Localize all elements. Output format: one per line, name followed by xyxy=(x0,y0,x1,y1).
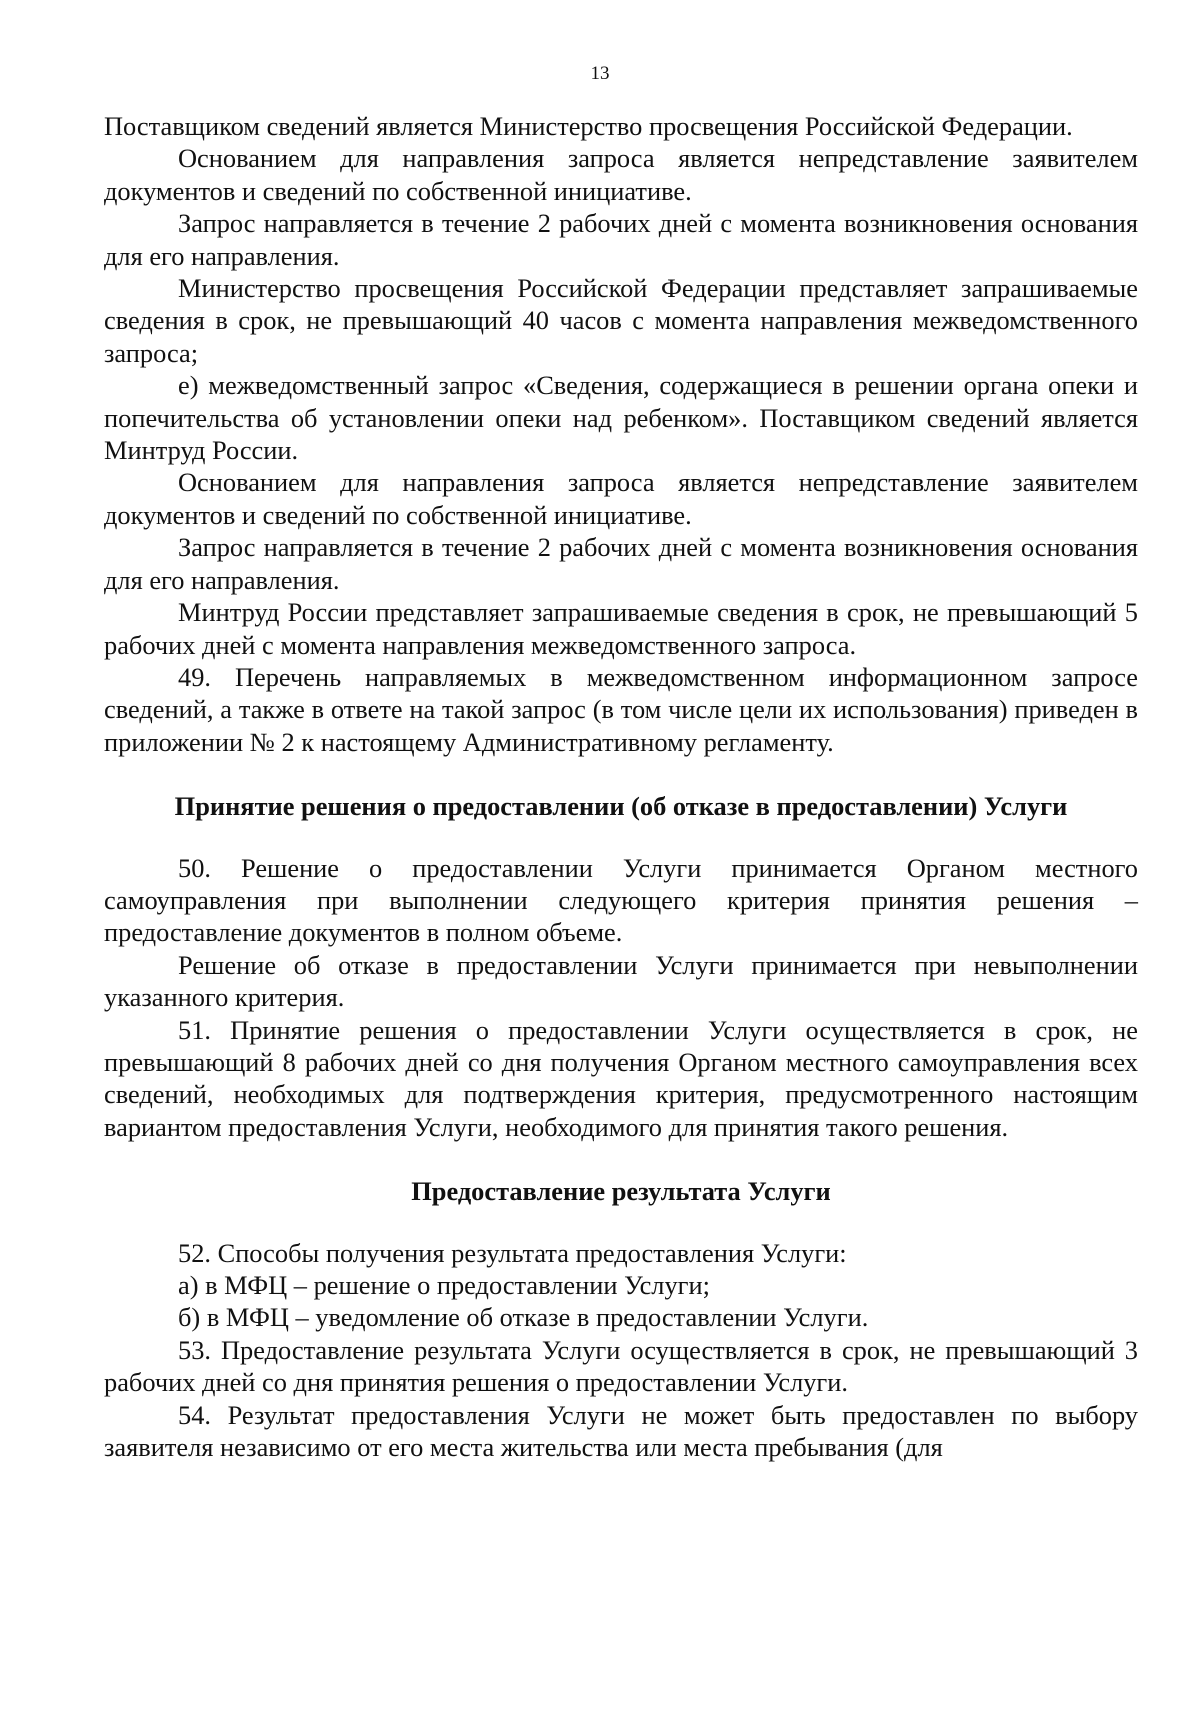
paragraph: е) межведомственный запрос «Сведения, содержащиеся в решении органа опеки и попечительства об установлении опеки над ребенком». Поставщиком сведений является Минтруд России. xyxy=(104,370,1138,466)
paragraph: 52. Способы получения результата предоставления Услуги: xyxy=(178,1237,847,1268)
paragraph: 49. Перечень направляемых в межведомственном информационном запросе сведений, а также в ответе на такой запрос (в том числе цели их использования) приведен в приложении № 2 к настоящему Административному регламенту. xyxy=(104,661,1138,757)
paragraph: 51. Принятие решения о предоставлении Услуги осуществляется в срок, не превышающий 8 рабочих дней со дня получения Органом местного самоуправления всех сведений, необходимых для подтверждения критерия, предусмотренного настоящим вариантом предоставления Услуги, необходимого для принятия такого решения. xyxy=(104,1014,1138,1142)
paragraph: Основанием для направления запроса является непредставление заявителем документов и сведений по собственной инициативе. xyxy=(104,467,1138,530)
paragraph: Поставщиком сведений является Министерство просвещения Российской Федерации. xyxy=(104,111,1073,141)
paragraph: а) в МФЦ – решение о предоставлении Услуги; xyxy=(178,1270,710,1300)
paragraph: 54. Результат предоставления Услуги не может быть предоставлен по выбору заявителя независимо от его места жительства или места пребывания (для xyxy=(104,1399,1138,1463)
paragraph: Основанием для направления запроса является непредставление заявителем документов и сведений по собственной инициативе. xyxy=(104,143,1138,206)
paragraph: 53. Предоставление результата Услуги осуществляется в срок, не превышающий 3 рабочих дней со дня принятия решения о предоставлении Услуги. xyxy=(104,1334,1138,1398)
paragraph: Запрос направляется в течение 2 рабочих дней с момента возникновения основания для его направления. xyxy=(104,208,1138,271)
section-heading: Принятие решения о предоставлении (об отказе в предоставлении) Услуги xyxy=(174,791,1068,822)
paragraph: Запрос направляется в течение 2 рабочих дней с момента возникновения основания для его направления. xyxy=(104,532,1138,595)
paragraph: б) в МФЦ – уведомление об отказе в предоставлении Услуги. xyxy=(178,1302,869,1333)
paragraph: Минтруд России представляет запрашиваемые сведения в срок, не превышающий 5 рабочих дней с момента направления межведомственного запроса. xyxy=(104,597,1138,660)
paragraph: Решение об отказе в предоставлении Услуги принимается при невыполнении указанного критерия. xyxy=(104,949,1138,1013)
section-heading: Предоставление результата Услуги xyxy=(411,1176,831,1207)
paragraph: Министерство просвещения Российской Федерации представляет запрашиваемые сведения в срок, не превышающий 40 часов с момента направления межведомственного запроса; xyxy=(104,273,1138,368)
document-body xyxy=(104,110,1138,1463)
page-number: 13 xyxy=(590,63,610,84)
paragraph: 50. Решение о предоставлении Услуги принимается Органом местного самоуправления при выполнении следующего критерия принятия решения – предоставление документов в полном объеме. xyxy=(104,852,1138,948)
